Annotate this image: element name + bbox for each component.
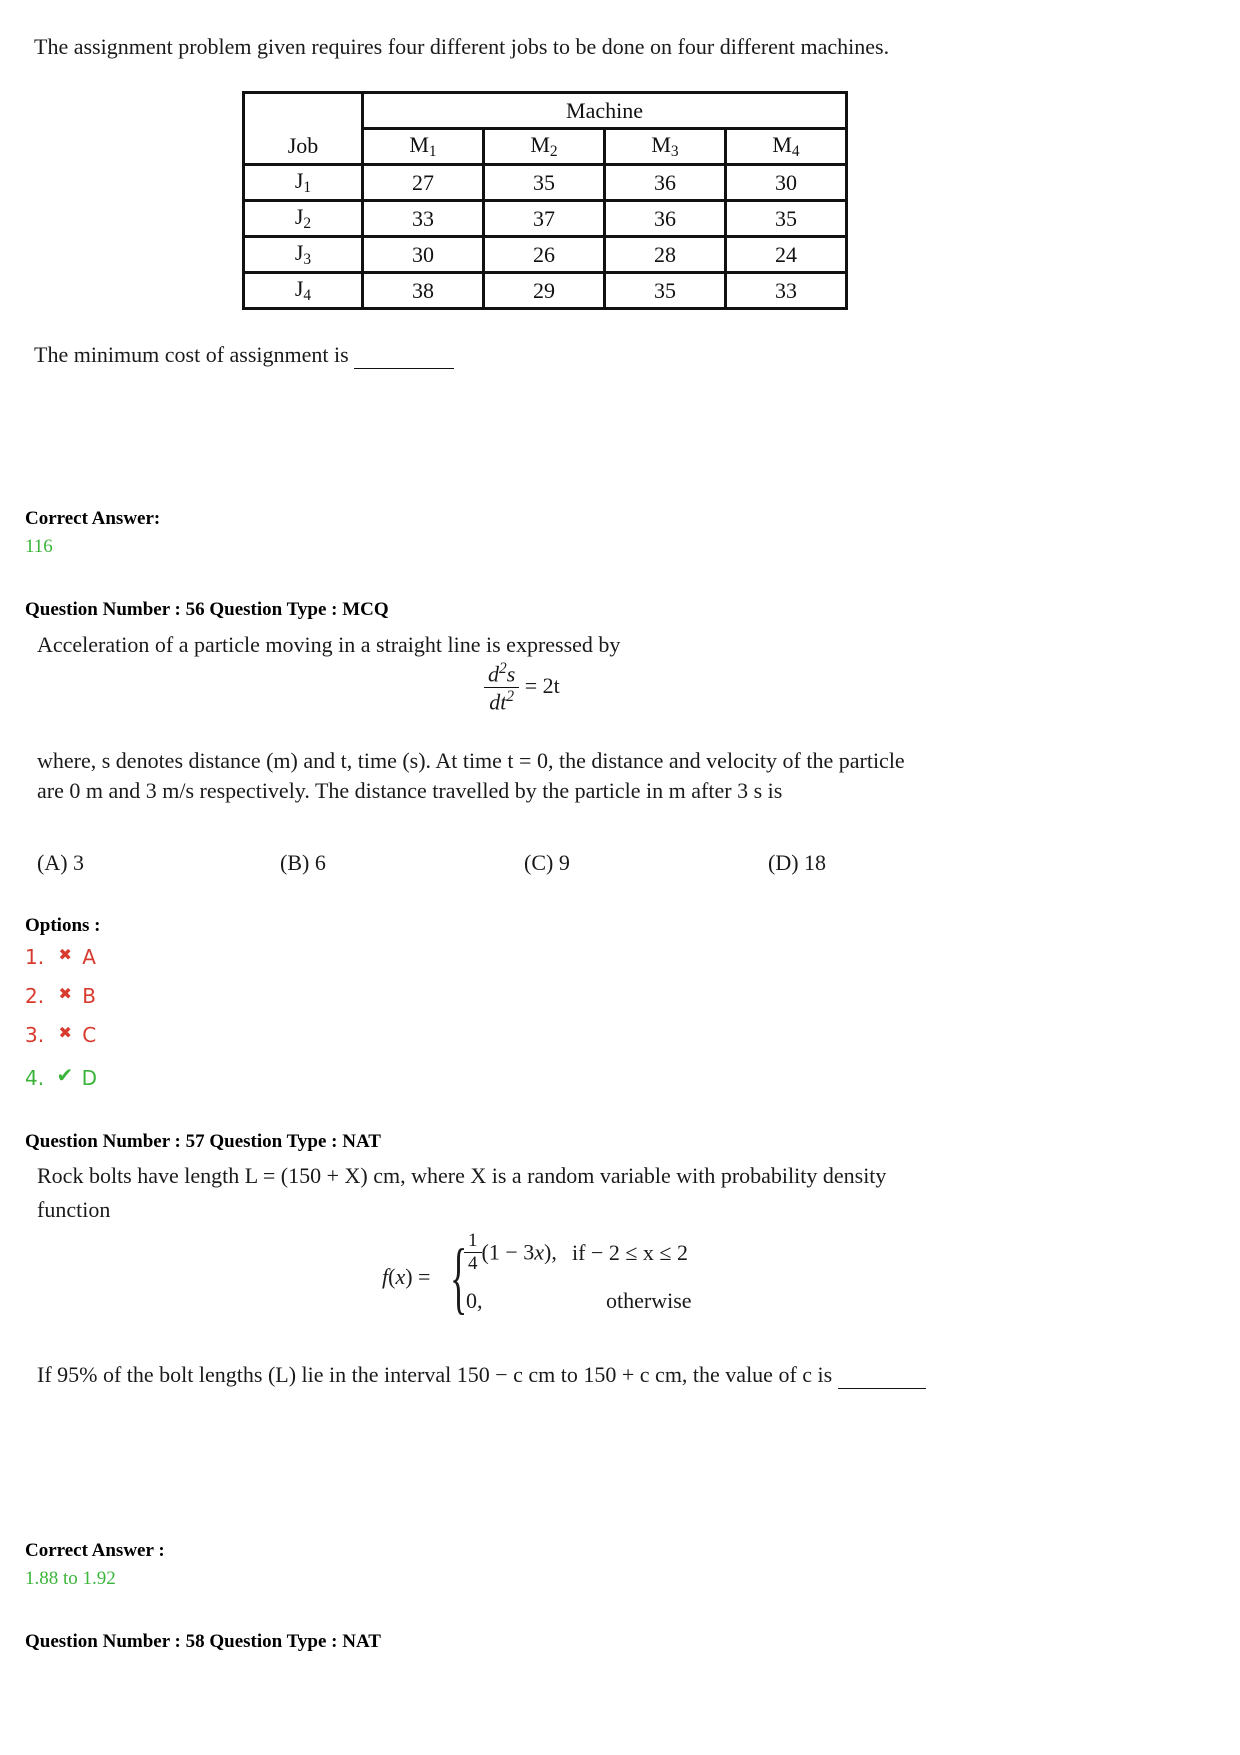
assignment-table [242, 91, 848, 310]
machine-col-2: $M_2$ [484, 129, 605, 165]
choice-a: (A) 3 [37, 850, 85, 875]
options-label: Options : [25, 915, 101, 936]
option-3: 3. ✖ C [25, 1023, 97, 1047]
cost-cell: 29 [484, 273, 605, 309]
q56-equation: $\frac{d^2s}{dt^2}$ = 2t [484, 660, 560, 716]
cross-icon: ✖ [58, 984, 72, 1003]
q56-line2: where, s denotes distance (m) and t, time (s). At time t = 0, the distance and velocity of the particle [37, 748, 905, 773]
job-cell: $J_2$ [244, 201, 363, 237]
answer-blank [354, 342, 454, 369]
machine-col-1: $M_1$ [363, 129, 484, 165]
q57-line2: function [37, 1197, 111, 1222]
answer-blank [838, 1362, 926, 1389]
q56-line3: are 0 m and 3 m/s respectively. The distance travelled by the particle in m after 3 s is [37, 778, 783, 803]
cost-cell: 30 [363, 237, 484, 273]
cross-icon: ✖ [58, 945, 72, 964]
cost-cell: 35 [726, 201, 847, 237]
cost-cell: 26 [484, 237, 605, 273]
option-2: 2. ✖ B [25, 984, 96, 1008]
cost-cell: 36 [605, 165, 726, 201]
q58-header: Question Number : 58 Question Type : NAT [25, 1631, 381, 1652]
cost-cell: 24 [726, 237, 847, 273]
cost-cell: 35 [484, 165, 605, 201]
machine-col-4: $M_4$ [726, 129, 847, 165]
correct-answer-label: Correct Answer : [25, 1540, 165, 1561]
cross-icon: ✖ [58, 1023, 72, 1042]
correct-answer-value: 1.88 to 1.92 [25, 1568, 116, 1589]
q57-line3: If 95% of the bolt lengths (L) lie in the interval 150 − c cm to 150 + c cm, the value of c is [37, 1362, 926, 1389]
job-cell: $J_1$ [244, 165, 363, 201]
table-row [244, 273, 847, 309]
option-4: 4. ✔ D [25, 1063, 97, 1090]
q55-prompt: The minimum cost of assignment is [34, 342, 454, 369]
choice-c: (C) 9 [524, 850, 570, 875]
q57-header: Question Number : 57 Question Type : NAT [25, 1131, 381, 1152]
machine-header: Machine [363, 93, 847, 129]
q56-line1: Acceleration of a particle moving in a straight line is expressed by [37, 632, 621, 657]
option-1: 1. ✖ A [25, 945, 96, 969]
cost-cell: 38 [363, 273, 484, 309]
q55-intro: The assignment problem given requires four different jobs to be done on four different machines. [34, 34, 890, 59]
cost-cell: 30 [726, 165, 847, 201]
check-icon: ✔ [56, 1063, 74, 1087]
choice-d: (D) 18 [768, 850, 827, 875]
q56-header: Question Number : 56 Question Type : MCQ [25, 599, 389, 620]
assignment-table-wrapper [242, 91, 848, 310]
machine-col-3: $M_3$ [605, 129, 726, 165]
pdf-equation: f(x) = { $\frac{1}{4}$ (1 − 3x), if − 2 ≤ x ≤ 2 0, otherwise [382, 1230, 692, 1322]
job-cell: $J_4$ [244, 273, 363, 309]
job-header: Job [244, 129, 363, 165]
cost-cell: 33 [363, 201, 484, 237]
cost-cell: 35 [605, 273, 726, 309]
correct-answer-value: 116 [25, 536, 53, 557]
table-row [244, 201, 847, 237]
cost-cell: 36 [605, 201, 726, 237]
table-row [244, 237, 847, 273]
cost-cell: 37 [484, 201, 605, 237]
cost-cell: 33 [726, 273, 847, 309]
cost-cell: 27 [363, 165, 484, 201]
table-row [244, 165, 847, 201]
cost-cell: 28 [605, 237, 726, 273]
job-cell: $J_3$ [244, 237, 363, 273]
choice-b: (B) 6 [280, 850, 326, 875]
q57-line1: Rock bolts have length L = (150 + X) cm, where X is a random variable with probability density [37, 1163, 887, 1188]
correct-answer-label: Correct Answer: [25, 508, 161, 529]
